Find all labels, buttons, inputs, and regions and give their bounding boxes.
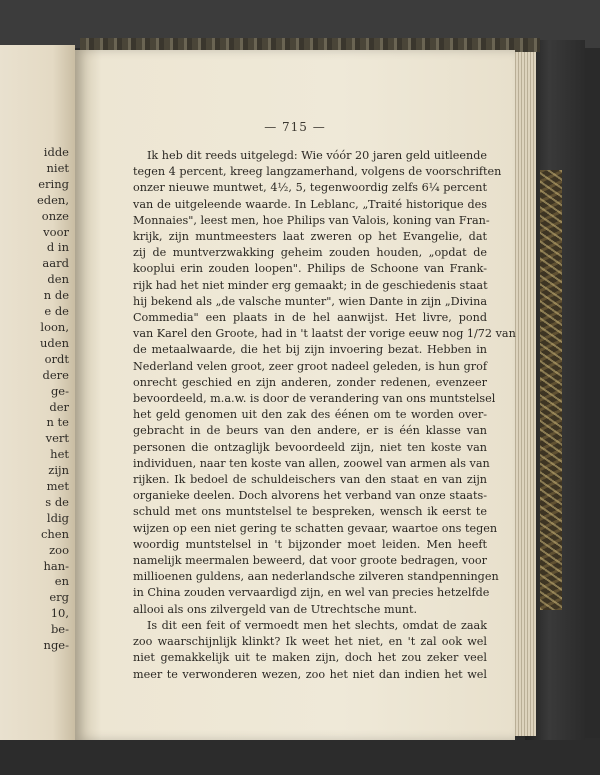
text-line: van Karel den Groote, had in 't laatst der vorige eeuw nog 1/72 van xyxy=(133,327,516,341)
left-page-line-fragment: han- xyxy=(43,558,69,573)
left-page-line-fragment: ordt xyxy=(44,351,69,366)
left-page-line-fragment: den xyxy=(47,272,69,287)
text-line: het geld genomen uit den zak des éénen om te worden over- xyxy=(133,408,487,422)
text-line: zij de muntverzwakking geheim zouden houden, „opdat de xyxy=(133,246,487,260)
text-line: bevoordeeld, m.a.w. is door de verandering van ons muntstelsel xyxy=(133,392,496,406)
left-page-line-fragment: het xyxy=(50,447,69,462)
text-line: gebracht in de beurs van den andere, er is één klasse van xyxy=(133,424,487,438)
left-page-line-fragment: n de xyxy=(43,288,69,303)
text-line: de metaalwaarde, die het bij zijn invoering bezat. Hebben in xyxy=(133,343,487,357)
text-line: meer te verwonderen wezen, zoo het niet dan indien het wel xyxy=(133,667,487,681)
text-line: organieke deelen. Doch alvorens het verband van onze staats- xyxy=(133,489,487,503)
marbled-cover-edge xyxy=(540,170,562,610)
left-page-line-fragment: 10, xyxy=(50,606,69,621)
left-page-line-fragment: s de xyxy=(45,494,69,509)
left-page xyxy=(0,45,75,740)
text-line: Commedia" een plaats in de hel aanwijst. Het livre, pond xyxy=(133,311,487,325)
text-line: Nederland velen groot, zeer groot nadeel geleden, is hun grof xyxy=(133,359,487,373)
left-page-line-fragment: nge- xyxy=(43,638,69,653)
text-line: personen die ontzaglijk bevoordeeld zijn, niet ten koste van xyxy=(133,440,487,454)
left-page-line-fragment: e de xyxy=(44,304,69,319)
left-page-text xyxy=(0,145,69,654)
left-page-line-fragment: en xyxy=(54,574,69,589)
left-page-line-fragment: loon, xyxy=(40,319,69,334)
left-page-line-fragment: met xyxy=(46,479,69,494)
text-line: Ik heb dit reeds uitgelegd: Wie vóór 20 jaren geld uitleende xyxy=(147,149,487,162)
text-line: rijk had het niet minder erg gemaakt; in de geschiedenis staat xyxy=(133,278,488,292)
text-line: van de uitgeleende waarde. In Leblanc, „Traité historique des xyxy=(133,197,487,211)
left-page-line-fragment: onze xyxy=(41,208,69,223)
text-line: onzer nieuwe muntwet, 4½, 5, tegenwoordig zelfs 6¼ percent xyxy=(133,181,487,195)
left-page-line-fragment: be- xyxy=(50,622,69,637)
text-line: rijken. Ik bedoel de schuldeischers van den staat en van zijn xyxy=(133,473,487,487)
text-line: woordig muntstelsel in 't bijzonder moet leiden. Men heeft xyxy=(133,537,487,551)
text-line: schuld met ons muntstelsel te bespreken, wensch ik eerst te xyxy=(133,505,487,519)
left-page-line-fragment: uden xyxy=(40,335,69,350)
left-page-line-fragment: niet xyxy=(46,160,69,175)
text-line: kooplui erin zouden loopen". Philips de Schoone van Frank- xyxy=(133,262,487,276)
right-page xyxy=(75,50,515,740)
text-line: namelijk meermalen beweerd, dat voor groote bedragen, voor xyxy=(133,554,487,568)
left-page-line-fragment: d in xyxy=(46,240,69,255)
left-page-line-fragment: der xyxy=(49,399,69,414)
text-line: krijk, zijn muntmeesters laat zweren op het Evangelie, dat xyxy=(133,230,487,244)
left-page-line-fragment: aard xyxy=(42,256,69,271)
text-line: hij bekend als „de valsche munter", wien Dante in zijn „Divina xyxy=(133,294,487,308)
left-page-line-fragment: zijn xyxy=(48,463,69,478)
backdrop-bottom xyxy=(0,738,600,775)
left-page-line-fragment: voor xyxy=(43,224,69,239)
left-page-line-fragment: idde xyxy=(43,145,69,159)
left-page-line-fragment: dere xyxy=(42,367,69,382)
text-line: Is dit een feit of vermoedt men het slechts, omdat de zaak xyxy=(147,618,487,632)
left-page-line-fragment: vert xyxy=(45,431,69,446)
page-number: — 715 — xyxy=(264,120,326,134)
text-line: individuen, naar ten koste van allen, zoowel van armen als van xyxy=(133,456,490,470)
left-page-line-fragment: erg xyxy=(49,590,69,605)
left-page-line-fragment: n te xyxy=(46,415,69,430)
text-line: wijzen op een niet gering te schatten gevaar, waartoe ons tegen xyxy=(133,521,498,535)
left-page-line-fragment: ldig xyxy=(46,510,69,525)
text-line: niet gemakkelijk uit te maken zijn, doch het zou zeker veel xyxy=(133,651,487,665)
left-page-line-fragment: eden, xyxy=(36,192,69,207)
text-line: Monnaies", leest men, hoe Philips van Valois, koning van Fran- xyxy=(133,213,490,227)
text-line: in China zouden vervaardigd zijn, en wel van precies hetzelfde xyxy=(133,586,490,600)
text-line: millioenen guldens, aan nederlandsche zilveren standpenningen xyxy=(133,570,499,584)
text-line: onrecht geschied en zijn anderen, zonder redenen, evenzeer xyxy=(133,375,487,389)
left-page-line-fragment: chen xyxy=(40,526,69,541)
left-page-line-fragment: ge- xyxy=(50,383,69,398)
left-page-line-fragment: ering xyxy=(38,176,69,191)
text-line: allooi als ons zilvergeld van de Utrechtsche munt. xyxy=(133,602,418,616)
body-text xyxy=(133,148,516,683)
text-line: tegen 4 percent, kreeg langzamerhand, volgens de voorschriften xyxy=(133,165,502,179)
left-page-line-fragment: zoo xyxy=(49,542,69,557)
text-line: zoo waarschijnlijk klinkt? Ik weet het niet, en 't zal ook wel xyxy=(133,635,487,649)
